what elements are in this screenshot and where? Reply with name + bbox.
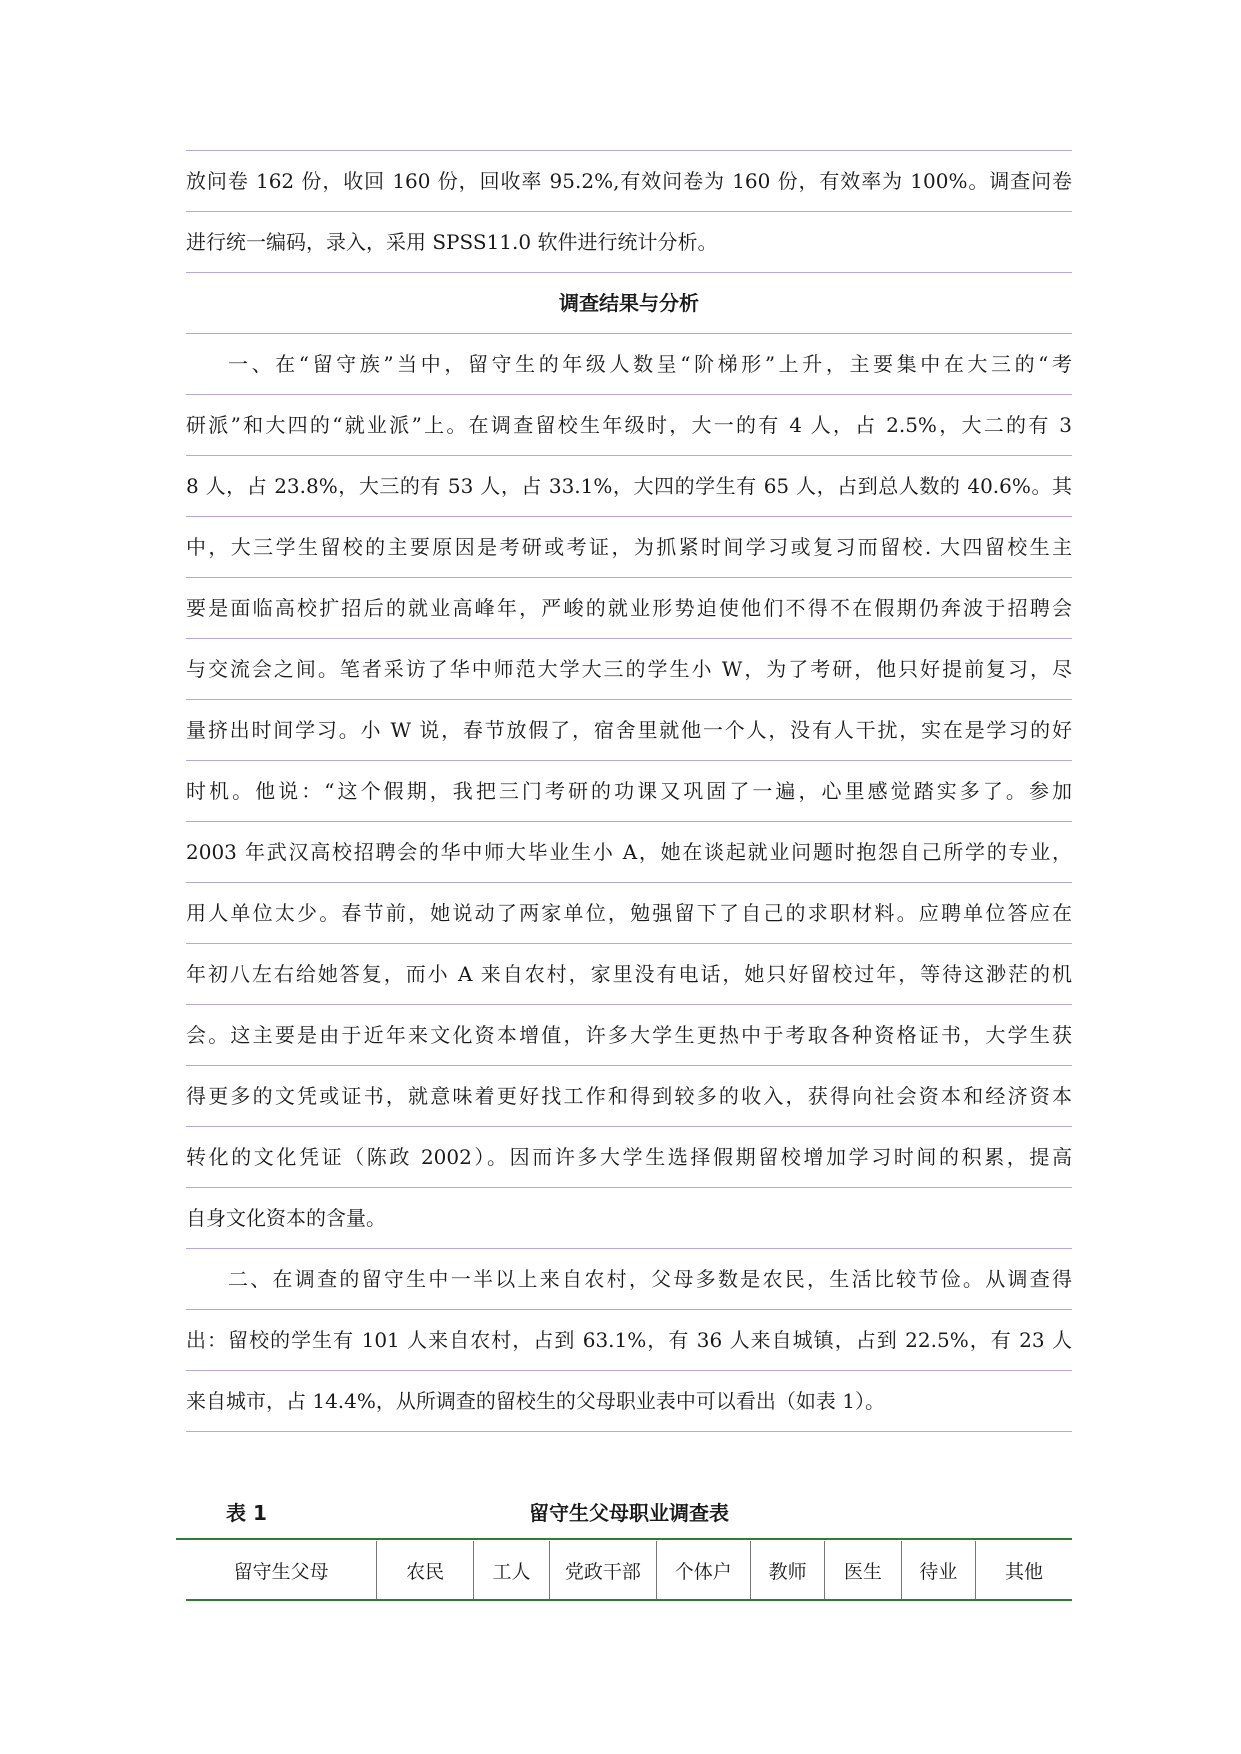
para1-line-1: 一、在“留守族”当中，留守生的年级人数呈“阶梯形”上升，主要集中在大三的“考 [186, 334, 1072, 395]
table-header-cell: 医生 [825, 1541, 901, 1600]
para1-line-8: 时机。他说：“这个假期，我把三门考研的功课又巩固了一遍，心里感觉踏实多了。参加 [186, 761, 1072, 822]
table-header-cell: 待业 [901, 1541, 975, 1600]
table-top-rule [176, 1538, 1072, 1540]
para1-line-9: 2003 年武汉高校招聘会的华中师大毕业生小 A，她在谈起就业问题时抱怨自己所学的专业， [186, 822, 1072, 883]
para1-line-2: 研派”和大四的“就业派”上。在调查留校生年级时，大一的有 4 人，占 2.5%，大二的有 3 [186, 395, 1072, 456]
occupation-table-wrap [176, 1538, 1072, 1601]
table-header-cell: 教师 [751, 1541, 825, 1600]
para1-line-11: 年初八左右给她答复，而小 A 来自农村，家里没有电话，她只好留校过年，等待这渺茫的机 [186, 944, 1072, 1005]
para1-line-13: 得更多的文凭或证书，就意味着更好找工作和得到较多的收入，获得向社会资本和经济资本 [186, 1066, 1072, 1127]
para1-line-14: 转化的文化凭证（陈政 2002）。因而许多大学生选择假期留校增加学习时间的积累，提高 [186, 1127, 1072, 1188]
para1-line-12: 会。这主要是由于近年来文化资本增值，许多大学生更热中于考取各种资格证书，大学生获 [186, 1005, 1072, 1066]
table-header-row [186, 1541, 1072, 1600]
table-number: 表 1 [226, 1501, 267, 1525]
table-header-cell: 工人 [473, 1541, 549, 1600]
table-header-cell: 其他 [976, 1541, 1072, 1600]
occupation-table [186, 1541, 1072, 1601]
para1-line-4: 中，大三学生留校的主要原因是考研或考证，为抓紧时间学习或复习而留校. 大四留校生主 [186, 517, 1072, 578]
table-header-cell: 党政干部 [550, 1541, 656, 1600]
intro-line-1: 放问卷 162 份，收回 160 份，回收率 95.2%,有效问卷为 160 份，有效率为 100%。调查问卷 [186, 151, 1072, 212]
document-page [186, 150, 1072, 1432]
table-title: 留守生父母职业调查表 [529, 1501, 729, 1525]
para1-line-15: 自身文化资本的含量。 [186, 1188, 1072, 1249]
para2-line-2: 出：留校的学生有 101 人来自农村，占到 63.1%，有 36 人来自城镇，占到 22.5%，有 23 人 [186, 1310, 1072, 1371]
table-header-cell: 留守生父母 [186, 1541, 377, 1600]
table-header-cell: 个体户 [656, 1541, 750, 1600]
para1-line-5: 要是面临高校扩招后的就业高峰年，严峻的就业形势迫使他们不得不在假期仍奔波于招聘会 [186, 578, 1072, 639]
para2-line-3: 来自城市，占 14.4%，从所调查的留校生的父母职业表中可以看出（如表 1）。 [186, 1371, 1072, 1432]
table-header-cell: 农民 [377, 1541, 473, 1600]
table-caption [186, 1490, 1072, 1536]
para1-line-7: 量挤出时间学习。小 W 说，春节放假了，宿舍里就他一个人，没有人干扰，实在是学习的好 [186, 700, 1072, 761]
para1-line-10: 用人单位太少。春节前，她说动了两家单位，勉强留下了自己的求职材料。应聘单位答应在 [186, 883, 1072, 944]
intro-line-2: 进行统一编码，录入，采用 SPSS11.0 软件进行统计分析。 [186, 212, 1072, 273]
para1-line-6: 与交流会之间。笔者采访了华中师范大学大三的学生小 W，为了考研，他只好提前复习，尽 [186, 639, 1072, 700]
para2-line-1: 二、在调查的留守生中一半以上来自农村，父母多数是农民，生活比较节俭。从调查得 [186, 1249, 1072, 1310]
section-heading: 调查结果与分析 [186, 273, 1072, 334]
para1-line-3: 8 人，占 23.8%，大三的有 53 人，占 33.1%，大四的学生有 65 人，占到总人数的 40.6%。其 [186, 456, 1072, 517]
